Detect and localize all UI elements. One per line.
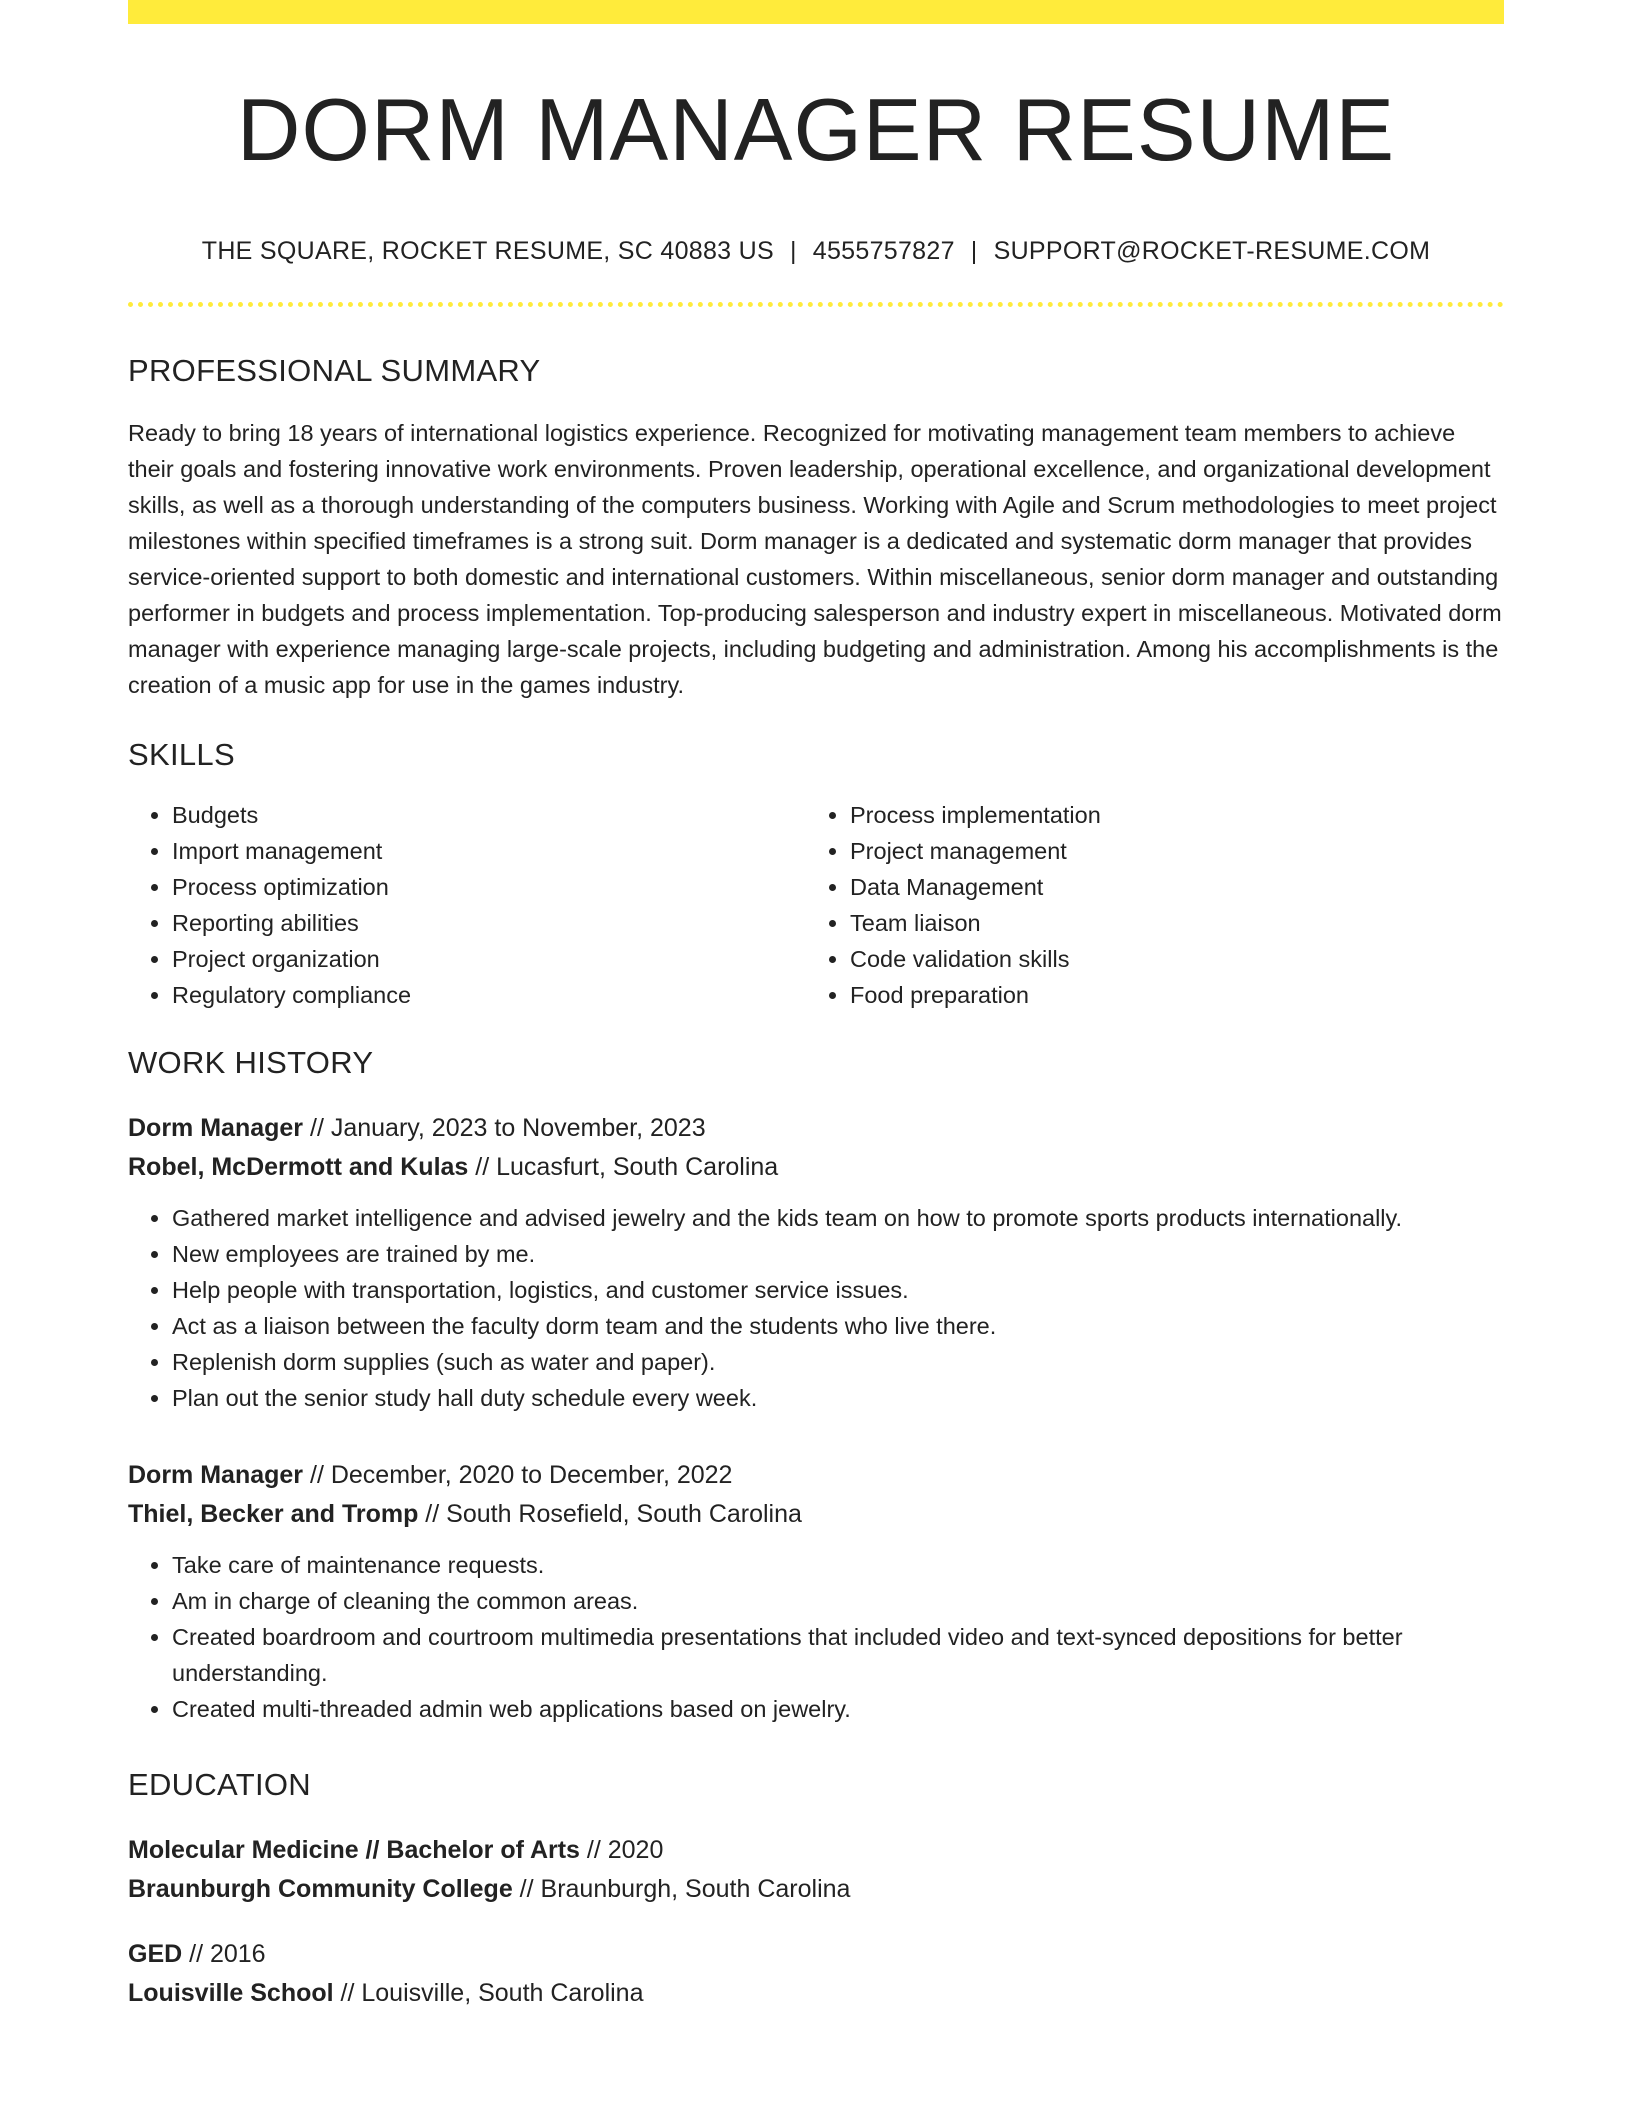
job-dates: // January, 2023 to November, 2023 xyxy=(303,1113,706,1142)
job-company: Robel, McDermott and Kulas xyxy=(128,1152,469,1181)
job-company-line xyxy=(128,1495,1504,1534)
education-degree-line xyxy=(128,1935,1504,1974)
job-title-line xyxy=(128,1456,1504,1495)
education-year: // 2020 xyxy=(579,1835,664,1864)
job-bullet: • Created boardroom and courtroom multimedia presentations that included video and text-synced depositions for better understanding. xyxy=(172,1619,1504,1691)
education-degree: Molecular Medicine // Bachelor of Arts xyxy=(128,1835,580,1864)
contact-separator: | xyxy=(970,236,978,265)
education-year: // 2016 xyxy=(182,1939,266,1968)
skill-item: • Budgets xyxy=(172,797,806,833)
job-bullet: • New employees are trained by me. xyxy=(172,1236,1504,1272)
job-bullets xyxy=(128,1200,1504,1416)
page-title: DORM MANAGER RESUME xyxy=(236,80,1396,179)
job-title-line xyxy=(128,1109,1504,1148)
skills-right-column xyxy=(806,797,1484,1013)
education-school-line xyxy=(128,1974,1504,2013)
skill-item: • Process optimization xyxy=(172,869,806,905)
education-location: // Braunburgh, South Carolina xyxy=(512,1874,851,1903)
education-school: Louisville School xyxy=(128,1978,334,2007)
resume-page xyxy=(128,0,1504,2013)
skills-left-column xyxy=(128,797,806,1013)
job-bullet: • Plan out the senior study hall duty schedule every week. xyxy=(172,1380,1504,1416)
job-bullet: • Help people with transportation, logistics, and customer service issues. xyxy=(172,1272,1504,1308)
work-history-heading: WORK HISTORY xyxy=(128,1044,374,1080)
skills-grid xyxy=(128,797,1504,1013)
job-company-line xyxy=(128,1148,1504,1187)
contact-email: SUPPORT@ROCKET-RESUME.COM xyxy=(993,236,1431,265)
education-degree-line xyxy=(128,1831,1504,1870)
education-school-line xyxy=(128,1870,1504,1909)
education-entry xyxy=(128,1935,1504,2013)
contact-separator: | xyxy=(789,236,797,265)
job-bullet: • Gathered market intelligence and advised jewelry and the kids team on how to promote sports products internationally. xyxy=(172,1200,1504,1236)
contact-phone: 4555757827 xyxy=(812,236,955,265)
job-title: Dorm Manager xyxy=(128,1113,304,1142)
summary-text: Ready to bring 18 years of international logistics experience. Recognized for motivating management team members to achieve their goals and fostering innovative work environments. Proven leadership, operational excellence, and organizational development skills, as well as a thorough understanding of the computers business. Working with Agile and Scrum methodologies to meet project milestones within specified timeframes is a strong suit. Dorm manager is a dedicated and systematic dorm manager that provides service-oriented support to both domestic and international customers. Within miscellaneous, senior dorm manager and outstanding performer in budgets and process implementation. Top-producing salesperson and industry expert in miscellaneous. Motivated dorm manager with experience managing large-scale projects, including budgeting and administration. Among his accomplishments is the creation of a music app for use in the games industry. xyxy=(128,419,1502,698)
skill-item: • Reporting abilities xyxy=(172,905,806,941)
job-location: // Lucasfurt, South Carolina xyxy=(468,1152,779,1181)
job-location: // South Rosefield, South Carolina xyxy=(418,1499,802,1528)
skill-item: • Regulatory compliance xyxy=(172,977,806,1013)
job-dates: // December, 2020 to December, 2022 xyxy=(303,1460,733,1489)
skill-item: • Data Management xyxy=(850,869,1484,905)
job-entry xyxy=(128,1109,1504,1416)
education-degree: GED xyxy=(128,1939,183,1968)
education-heading: EDUCATION xyxy=(128,1766,311,1802)
job-bullet: • Take care of maintenance requests. xyxy=(172,1547,1504,1583)
header-divider xyxy=(128,302,1504,307)
job-bullet: • Act as a liaison between the faculty dorm team and the students who live there. xyxy=(172,1308,1504,1344)
education-school: Braunburgh Community College xyxy=(128,1874,513,1903)
skill-item: • Import management xyxy=(172,833,806,869)
job-entry xyxy=(128,1456,1504,1727)
job-bullet: • Replenish dorm supplies (such as water and paper). xyxy=(172,1344,1504,1380)
skill-item: • Food preparation xyxy=(850,977,1484,1013)
education-entry xyxy=(128,1831,1504,1909)
job-bullet: • Created multi-threaded admin web applications based on jewelry. xyxy=(172,1691,1504,1727)
summary-heading: PROFESSIONAL SUMMARY xyxy=(128,352,541,388)
skills-heading: SKILLS xyxy=(128,736,235,772)
skill-item: • Project management xyxy=(850,833,1484,869)
job-company: Thiel, Becker and Tromp xyxy=(128,1499,419,1528)
accent-top-bar xyxy=(128,0,1504,24)
contact-address: THE SQUARE, ROCKET RESUME, SC 40883 US xyxy=(201,236,774,265)
job-bullet: • Am in charge of cleaning the common areas. xyxy=(172,1583,1504,1619)
job-bullets xyxy=(128,1547,1504,1727)
contact-line xyxy=(128,237,1504,266)
skill-item: • Code validation skills xyxy=(850,941,1484,977)
skill-item: • Team liaison xyxy=(850,905,1484,941)
skill-item: • Process implementation xyxy=(850,797,1484,833)
job-title: Dorm Manager xyxy=(128,1460,304,1489)
skill-item: • Project organization xyxy=(172,941,806,977)
education-location: // Louisville, South Carolina xyxy=(333,1978,644,2007)
